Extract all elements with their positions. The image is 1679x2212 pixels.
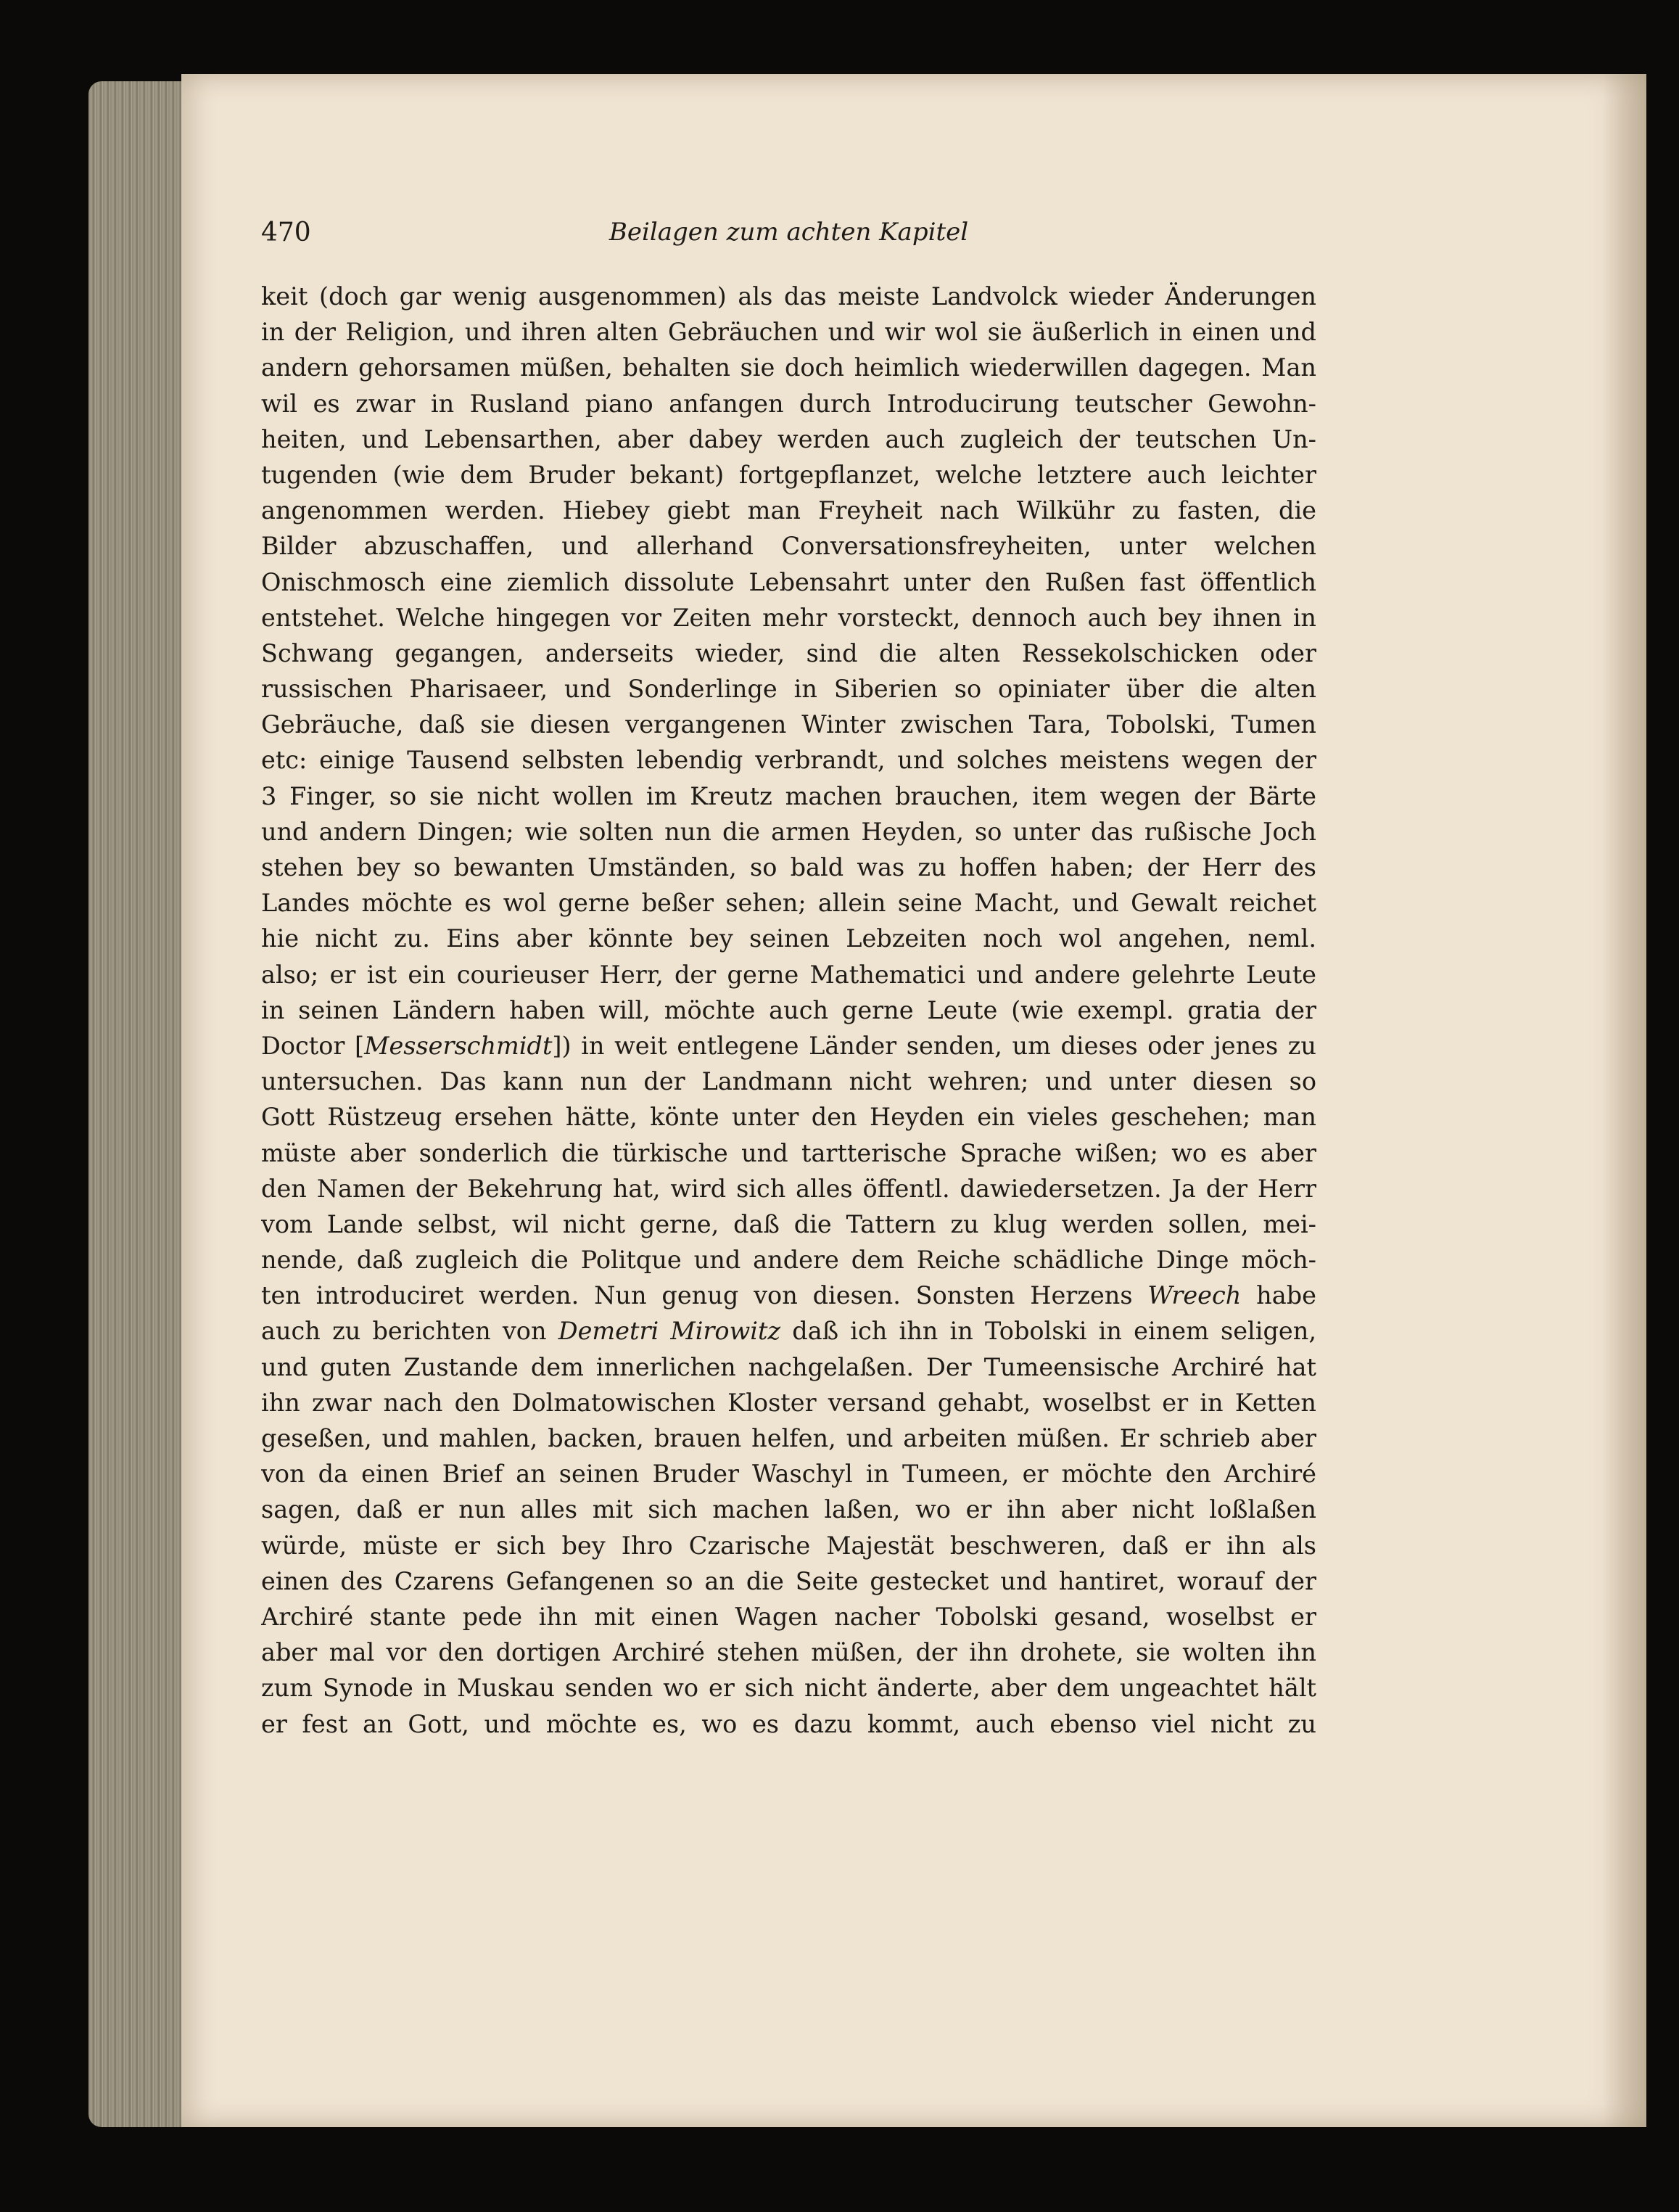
text-line [261,1028,1316,1064]
text-line [261,885,1316,921]
line-text: Gebräuche, daß sie diesen vergangenen Winter zwischen Tara, Tobolski, Tumen [261,710,1316,739]
line-text: zum Synode in Muskau senden wo er sich nicht änderte, aber dem ungeachtet hält [261,1674,1316,1703]
text-line [261,1206,1316,1242]
line-text: tugenden (wie dem Bruder bekant) fortgepflanzet, welche letztere auch leichter [261,460,1316,489]
text-line [261,671,1316,707]
line-text: und guten Zustande dem innerlichen nachgelaßen. Der Tumeensische Archiré hat [261,1352,1316,1381]
line-text: Bilder abzuschaffen, und allerhand Conversationsfreyheiten, unter welchen [261,532,1316,561]
line-text: einen des Czarens Gefangenen so an die Seite gestecket und hantiret, worauf der [261,1566,1316,1595]
text-line [261,422,1316,457]
line-text: geseßen, und mahlen, backen, brauen helfen, und arbeiten müßen. Er schrieb aber [261,1424,1316,1452]
line-text: russischen Pharisaeer, und Sonderlinge in Siberien so opiniater über die alten [261,675,1316,704]
text-line [261,1599,1316,1635]
line-text: würde, müste er sich bey Ihro Czarische Majestät beschweren, daß er ihn als [261,1531,1316,1560]
text-line [261,1420,1316,1456]
line-text: in der Religion, und ihren alten Gebräuchen und wir wol sie äußerlich in einen und [261,318,1316,347]
text-line [261,1528,1316,1563]
line-text: ]) in weit entlegene Länder senden, um dieses oder jenes zu [552,1031,1316,1060]
text-line [261,1278,1316,1313]
text-line [261,1349,1316,1385]
line-text: und andern Dingen; wie solten nun die armen Heyden, so unter das rußische Joch [261,817,1316,846]
line-text: den Namen der Bekehrung hat, wird sich alles öffentl. dawiedersetzen. Ja der Herr [261,1174,1316,1203]
text-line [261,707,1316,742]
page-number: 470 [261,218,311,247]
text-line [261,279,1316,314]
line-text: auch zu berichten von [261,1317,558,1346]
line-text: also; er ist ein courieuser Herr, der gerne Mathematici und andere gelehrte Leute [261,960,1316,989]
text-line [261,528,1316,564]
text-line [261,386,1316,422]
italic-name: Messerschmidt [364,1031,553,1060]
line-text: vom Lande selbst, wil nicht gerne, daß die Tattern zu klug werden sollen, mei- [261,1209,1316,1238]
page-edges [88,81,190,2127]
text-line [261,992,1316,1028]
text-line [261,1099,1316,1135]
text-line [261,1313,1316,1349]
text-line [261,1670,1316,1706]
line-text: Archiré stante pede ihn mit einen Wagen nacher Tobolski gesand, woselbst er [261,1602,1316,1631]
line-text: andern gehorsamen müßen, behalten sie doch heimlich wiederwillen dagegen. Man [261,353,1316,382]
line-text: 3 Finger, so sie nicht wollen im Kreutz machen brauchen, item wegen der Bärte [261,781,1316,810]
line-text: ihn zwar nach den Dolmatowischen Kloster versand gehabt, woselbst er in Ketten [261,1388,1316,1417]
line-text: in seinen Ländern haben will, möchte auch gerne Leute (wie exempl. gratia der [261,995,1316,1024]
text-line [261,314,1316,350]
line-text: Schwang gegangen, anderseits wieder, sind die alten Ressekolschicken oder [261,638,1316,667]
line-text: sagen, daß er nun alles mit sich machen laßen, wo er ihn aber nicht loßlaßen [261,1495,1316,1524]
text-line [261,778,1316,814]
text-line [261,850,1316,885]
text-line [261,1492,1316,1527]
text-line [261,1706,1316,1742]
text-line [261,1135,1316,1171]
line-text: Landes möchte es wol gerne beßer sehen; allein seine Macht, und Gewalt reichet [261,889,1316,918]
line-text: ten introduciret werden. Nun genug von diesen. Sonsten Herzens [261,1281,1148,1310]
text-line [261,493,1316,528]
text-line [261,636,1316,671]
text-line [261,1456,1316,1492]
line-text: Doctor [ [261,1031,365,1060]
line-text: hie nicht zu. Eins aber könnte bey seinen Lebzeiten noch wol angehen, neml. [261,924,1316,953]
line-text: Onischmosch eine ziemlich dissolute Lebensahrt unter den Rußen fast öffentlich [261,567,1316,596]
line-text: heiten, und Lebensarthen, aber dabey werden auch zugleich der teutschen Un- [261,424,1316,453]
text-line [261,957,1316,992]
text-line [261,1385,1316,1420]
text-line [261,921,1316,956]
text-line [261,457,1316,493]
line-text: nende, daß zugleich die Politque und andere dem Reiche schädliche Dinge möch- [261,1246,1316,1275]
line-text: stehen bey so bewanten Umständen, so bald was zu hoffen haben; der Herr des [261,853,1316,881]
italic-name: Wreech [1147,1281,1242,1310]
text-line [261,1635,1316,1670]
line-text: er fest an Gott, und möchte es, wo es dazu kommt, auch ebenso viel nicht zu [261,1709,1316,1738]
italic-name: Demetri Mirowitz [558,1317,781,1346]
text-line [261,564,1316,600]
text-line [261,1171,1316,1206]
line-text: etc: einige Tausend selbsten lebendig verbrandt, und solches meistens wegen der [261,746,1316,775]
body-text [261,279,1316,1742]
line-text: untersuchen. Das kann nun der Landmann nicht wehren; und unter diesen so [261,1067,1316,1096]
line-text: aber mal vor den dortigen Archiré stehen müßen, der ihn drohete, sie wolten ihn [261,1638,1316,1667]
line-text: von da einen Brief an seinen Bruder Waschyl in Tumeen, er möchte den Archiré [261,1460,1316,1489]
text-line [261,1064,1316,1099]
line-text: wil es zwar in Rusland piano anfangen durch Introducirung teutscher Gewohn- [261,389,1316,418]
line-text: Gott Rüstzeug ersehen hätte, könte unter den Heyden ein vieles geschehen; man [261,1103,1316,1132]
text-line [261,600,1316,636]
line-text: entstehet. Welche hingegen vor Zeiten mehr vorsteckt, dennoch auch bey ihnen in [261,603,1316,632]
text-line [261,814,1316,850]
page-gutter [1603,74,1646,2127]
text-line [261,742,1316,778]
line-text: daß ich ihn in Tobolski in einem seligen, [780,1317,1316,1346]
line-text: keit (doch gar wenig ausgenommen) als das meiste Landvolck wieder Änderungen [261,282,1316,311]
line-text: müste aber sonderlich die türkische und tartterische Sprache wißen; wo es aber [261,1138,1316,1167]
line-text: habe [1241,1281,1316,1310]
running-head [261,218,1316,254]
line-text: angenommen werden. Hiebey giebt man Freyheit nach Wilkühr zu fasten, die [261,496,1316,525]
page-heading: Beilagen zum achten Kapitel [609,218,969,247]
text-line [261,350,1316,385]
text-line [261,1563,1316,1599]
text-line [261,1242,1316,1278]
